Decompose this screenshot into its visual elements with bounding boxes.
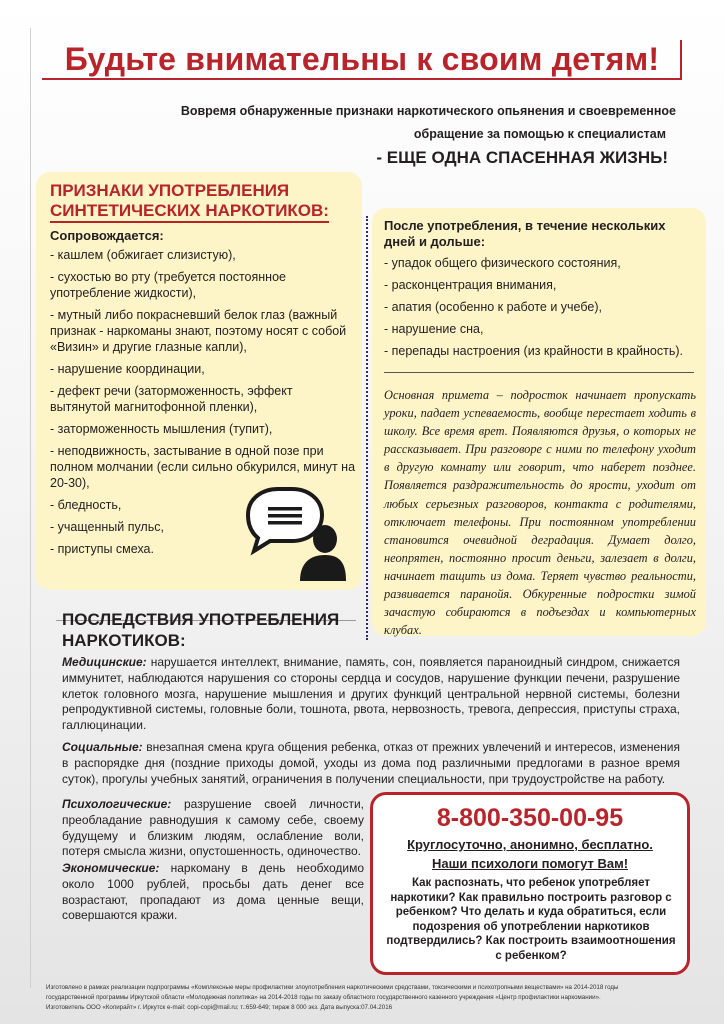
main-sign-text: Основная примета – подросток начинает пропускать уроки, падает успеваемость, вообще перестает ходить в школу. Все время врет. Появляются друзья, о которых не рассказывает. При разговоре с ними по телефону уходит в другую комнату или говорит, что наберет позднее. Появляется раздражительность до ярости, уходит от любых серьезных разговоров, контакта с родителями, отключает телефоны. При постоянном употреблении становится очевидной деградация. Думает долго, неопрятен, постоянно просит деньги, залезает в долги, начинает тащить из дома. Теряет чувство реальности, развивается паранойя. Обкуренные подростки зимой зачастую собираются в подъездах и компьютерных клубах. bbox=[384, 388, 696, 638]
list-item: - неподвижность, застывание в одной позе при полном молчании (если сильно обкурился, минут на 20-30), bbox=[50, 444, 356, 490]
accompanies-label: Сопровождается: bbox=[50, 228, 164, 243]
econ-text: наркоману в день необходимо около 1000 рублей, просьбы дать денег все возрастают, пропадают из дома ценные вещи, совершаются кражи. bbox=[62, 861, 364, 923]
list-item: - нарушение сна, bbox=[384, 322, 484, 336]
list-item: - учащенный пульс, bbox=[50, 520, 164, 534]
subtitle-line-2: обращение за помощью к специалистам bbox=[413, 127, 666, 141]
after-use-heading: После употребления, в течение нескольких дней и дольше: bbox=[384, 218, 666, 249]
psych-text: разрушение своей личности, преобладание равнодушия к самому себе, своему будущему и близким людям, ослабление воли, потеря смысла жизни, опустошенность, одиночество. bbox=[62, 797, 364, 859]
list-item: - сухостью во рту (требуется постоянное употребление жидкости), bbox=[50, 270, 286, 300]
medical-text: нарушается интеллект, внимание, память, сон, появляется параноидный синдром, снижается иммунитет, наблюдаются нарушения со стороны сердца и сосудов, нарушение функции печени, разрушение клеток головного мозга, нарушение мышления и других функций центральной нервной системы, болезни репродуктивной системы, головные боли, тошнота, рвота, нервозность, тревога, депрессия, приступы страха, галлюцинации. bbox=[62, 655, 680, 733]
list-item: - приступы смеха. bbox=[50, 542, 154, 556]
footer bbox=[46, 983, 686, 1013]
hotline-psychologists: Наши психологи помогут Вам! bbox=[431, 856, 629, 871]
speech-bubble-icon bbox=[248, 489, 322, 551]
dotted-divider bbox=[366, 216, 368, 640]
list-item: - бледность, bbox=[50, 498, 122, 512]
medical-consequences bbox=[62, 655, 680, 734]
consequences-heading-line-1: ПОСЛЕДСТВИЯ УПОТРЕБЛЕНИЯ bbox=[62, 610, 340, 629]
psych-label: Психологические: bbox=[62, 797, 172, 811]
list-item: - перепады настроения (из крайности в крайность). bbox=[384, 344, 683, 358]
hotline-availability: Круглосуточно, анонимно, бесплатно. bbox=[407, 837, 653, 852]
medical-label: Медицинские: bbox=[62, 655, 147, 669]
signs-heading-line-1: ПРИЗНАКИ УПОТРЕБЛЕНИЯ bbox=[50, 181, 290, 200]
page-title: Будьте внимательны к своим детям! bbox=[64, 41, 660, 77]
list-item: - упадок общего физического состояния, bbox=[384, 256, 621, 270]
psych-consequences bbox=[62, 797, 364, 860]
list-item: - апатия (особенно к работе и учебе), bbox=[384, 300, 602, 314]
econ-label: Экономические: bbox=[62, 861, 160, 875]
list-item: - мутный либо покрасневший белок глаз (важный признак - наркоманы знают, поэтому носят с собой «Визин» и другие глазные капли), bbox=[50, 308, 347, 354]
speech-bubble-person-icon bbox=[240, 485, 346, 581]
divider bbox=[384, 372, 694, 373]
list-item: - нарушение координации, bbox=[50, 362, 205, 376]
signs-heading-line-2: СИНТЕТИЧЕСКИХ НАРКОТИКОВ: bbox=[50, 201, 329, 223]
list-item: - дефект речи (заторможенность, эффект вытянутой магнитофонной пленки), bbox=[50, 384, 293, 414]
hotline-phone[interactable]: 8-800-350-00-95 bbox=[436, 804, 624, 832]
econ-consequences bbox=[62, 861, 364, 924]
subtitle-line-1: Вовремя обнаруженные признаки наркотического опьянения и своевременное bbox=[180, 104, 676, 118]
footer-line-1: Изготовлено в рамках реализации подпрограммы «Комплексные меры профилактики злоупотребления наркотическими средствами, токсическими и психотропными веществами» на 2014-2018 годы bbox=[46, 984, 619, 991]
social-consequences bbox=[62, 740, 680, 787]
list-item: - расконцентрация внимания, bbox=[384, 278, 557, 292]
consequences-heading-line-2: НАРКОТИКОВ: bbox=[62, 631, 186, 650]
after-use-list bbox=[384, 255, 700, 365]
social-label: Социальные: bbox=[62, 740, 143, 754]
list-item: - кашлем (обжигает слизистую), bbox=[50, 248, 236, 262]
list-item: - заторможенность мышления (тупит), bbox=[50, 422, 273, 436]
footer-line-2: государственной программы Иркутской области «Молодежная политика» на 2014-2018 годы по заказу областного государственного казенного учреждения «Центр профилактики наркомании». bbox=[46, 994, 601, 1001]
footer-line-3: Изготовитель ООО «Копирайт» г. Иркутск e-mail: copi-copi@mail.ru; т.:659-649; тираж 8 000 экз. Дата выпуска:07.04.2016 bbox=[46, 1004, 393, 1011]
social-text: внезапная смена круга общения ребенка, отказ от прежних увлечений и интересов, изменения в распорядке дня (поздние приходы домой, уходы из дома под различными предлогами в разное время суток), прогулы учебных занятий, ограничения в получении специальности, при трудоустройстве на работу. bbox=[62, 740, 680, 786]
tagline: - ЕЩЕ ОДНА СПАСЕННАЯ ЖИЗНЬ! bbox=[376, 148, 668, 167]
hotline-questions: Как распознать, что ребенок употребляет наркотики? Как правильно построить разговор с ребенком? Что делать и куда обратиться, если подозрения об употреблении наркотиков подтвердились? Как построить взаимоотношения с ребенком? bbox=[386, 877, 676, 962]
